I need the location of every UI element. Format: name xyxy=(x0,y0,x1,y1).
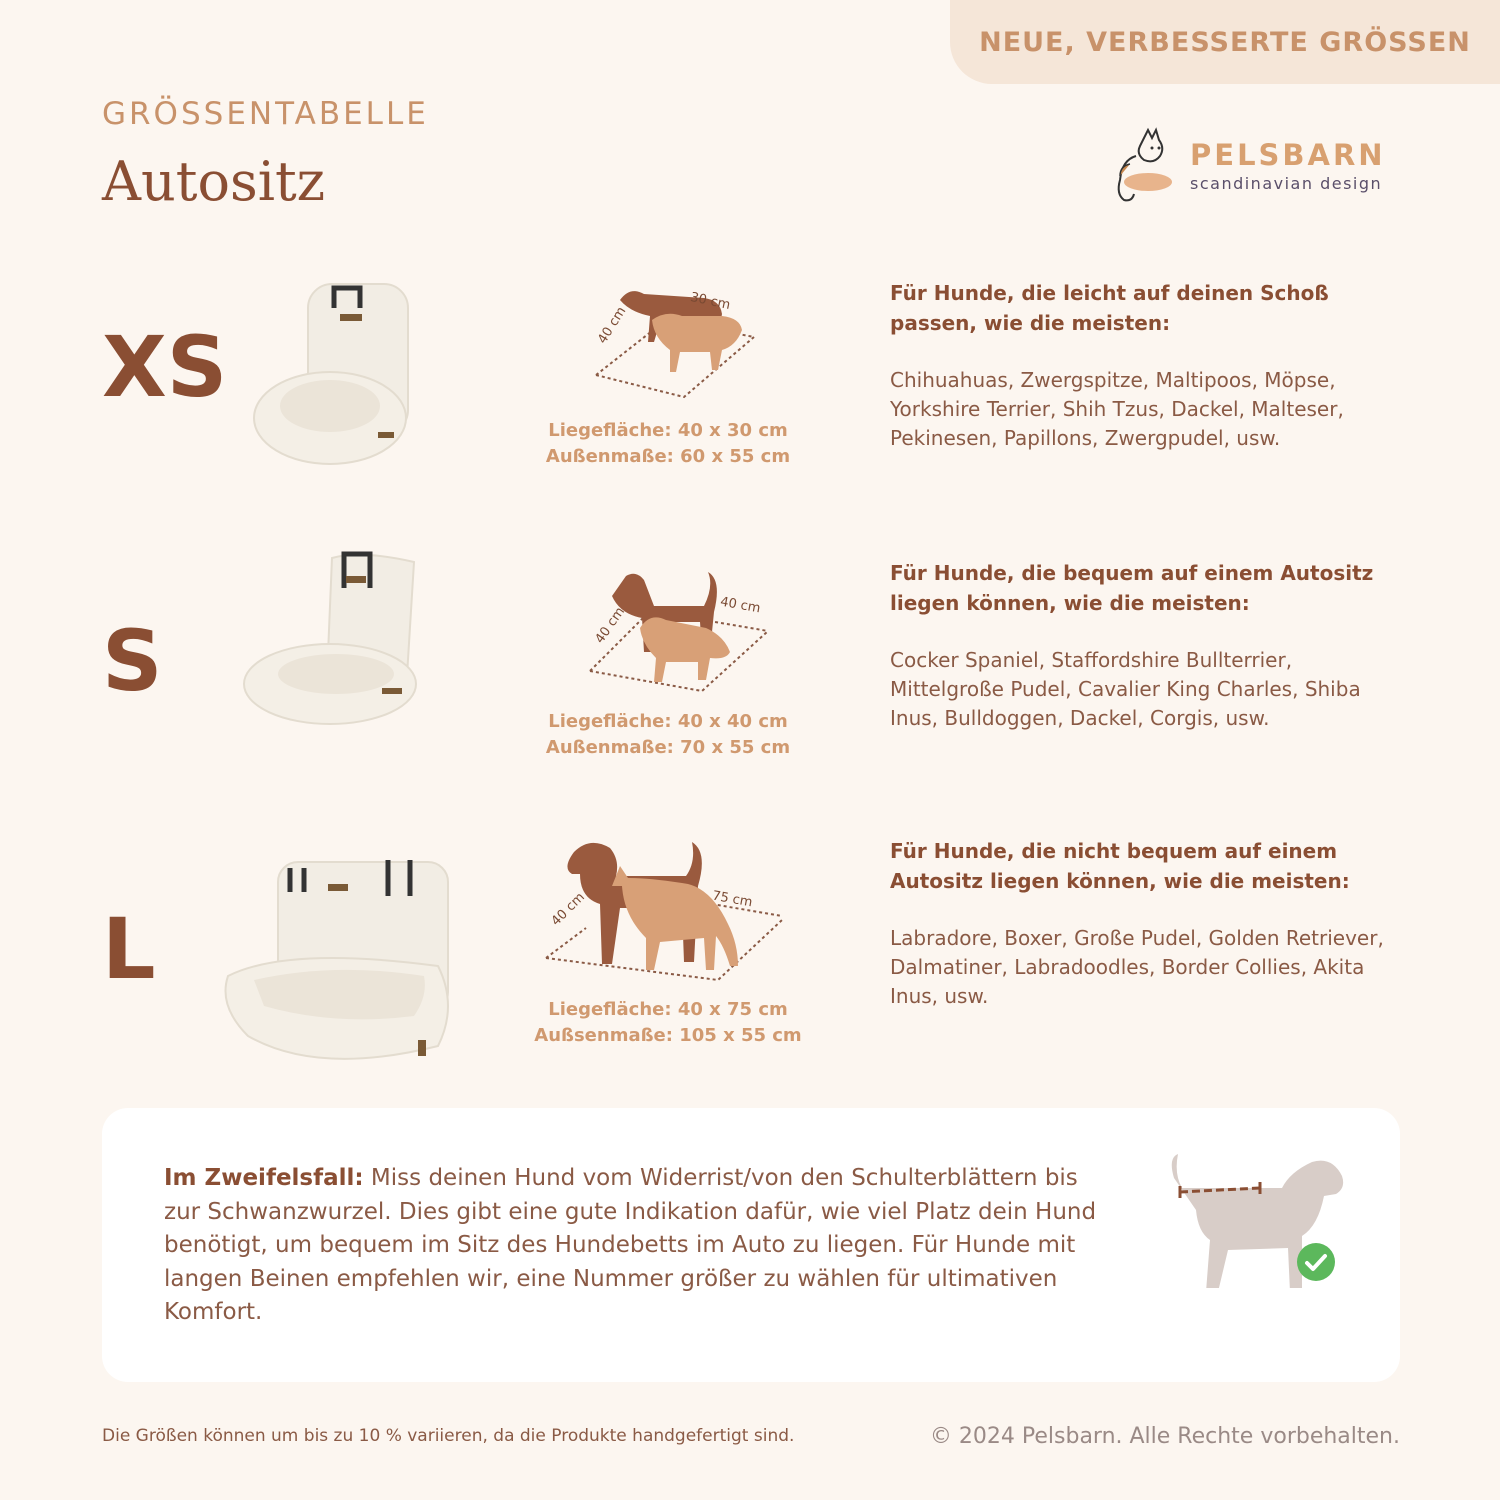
measurement-tip-text xyxy=(164,1162,1104,1330)
xs-description xyxy=(890,278,1410,453)
desc-heading: Für Hunde, die nicht bequem auf einem Autositz liegen können, wie die meisten: xyxy=(890,839,1350,893)
size-label: L xyxy=(102,900,156,998)
size-label: XS xyxy=(102,318,228,416)
seat-xs-image xyxy=(250,278,420,468)
desc-heading: Für Hunde, die leicht auf deinen Schoß passen, wie die meisten: xyxy=(890,281,1329,335)
xs-dim-depth: 40 cm xyxy=(595,304,630,347)
dog-measure-icon xyxy=(1152,1148,1372,1288)
size-disclaimer: Die Größen können um bis zu 10 % variieren, da die Produkte handgefertigt sind. xyxy=(102,1426,795,1446)
s-dogs-dimension-icon xyxy=(540,556,800,696)
size-row-s xyxy=(0,548,1500,778)
breed-list: Chihuahuas, Zwergspitze, Maltipoos, Möpse, Yorkshire Terrier, Shih Tzus, Dackel, Malteser, Pekinesen, Papillons, Zwergpudel, usw. xyxy=(890,368,1344,450)
checkmark-icon xyxy=(1296,1242,1336,1282)
l-dim-depth: 40 cm xyxy=(548,889,588,930)
s-dim-width: 40 cm xyxy=(719,594,762,617)
seat-s-image xyxy=(240,548,430,738)
aussenmasse-text: Außsenmaße: 105 x 55 cm xyxy=(534,1025,802,1046)
brand-logo xyxy=(1108,126,1408,210)
page-title: Autositz xyxy=(102,150,326,213)
breed-list: Cocker Spaniel, Staffordshire Bullterrier, Mittelgroße Pudel, Cavalier King Charles, Shiba Inus, Bulldoggen, Dackel, Corgis, usw. xyxy=(890,648,1361,730)
breed-list: Labradore, Boxer, Große Pudel, Golden Retriever, Dalmatiner, Labradoodles, Border Collies, Akita Inus, usw. xyxy=(890,926,1384,1008)
size-label: S xyxy=(102,612,163,710)
new-sizes-badge: NEUE, VERBESSERTE GRÖSSEN xyxy=(950,0,1500,84)
l-dim-width: 75 cm xyxy=(711,888,754,911)
liegeflaeche-text: Liegefläche: 40 x 40 cm xyxy=(548,711,788,732)
tip-lead: Im Zweifelsfall: xyxy=(164,1165,364,1191)
desc-heading: Für Hunde, die bequem auf einem Autositz liegen können, wie die meisten: xyxy=(890,561,1374,615)
s-dimensions xyxy=(528,709,808,761)
xs-dim-width: 30 cm xyxy=(688,289,732,314)
aussenmasse-text: Außenmaße: 70 x 55 cm xyxy=(545,737,791,758)
copyright-text: © 2024 Pelsbarn. Alle Rechte vorbehalten. xyxy=(929,1424,1400,1449)
liegeflaeche-text: Liegefläche: 40 x 30 cm xyxy=(548,420,788,441)
aussenmasse-text: Außenmaße: 60 x 55 cm xyxy=(545,446,791,467)
liegeflaeche-text: Liegefläche: 40 x 75 cm xyxy=(548,999,788,1020)
seat-l-image xyxy=(224,856,454,1086)
section-eyebrow: GRÖSSENTABELLE xyxy=(102,96,429,132)
measurement-tip-card xyxy=(102,1108,1400,1382)
s-description xyxy=(890,558,1410,733)
xs-dimensions xyxy=(528,418,808,470)
s-dim-depth: 40 cm xyxy=(592,604,629,647)
l-description xyxy=(890,836,1410,1011)
brand-tagline: scandinavian design xyxy=(1190,174,1383,193)
l-dimensions xyxy=(528,997,808,1049)
tip-body: Miss deinen Hund vom Widerrist/von den Schulterblättern bis zur Schwanzwurzel. Dies gibt eine gute Indikation dafür, wie viel Platz dein Hund benötigt, um bequem im Sitz des Hundebetts im Auto zu liegen. Für Hunde mit langen Beinen empfehlen wir, eine Nummer größer zu wählen für ultimativen Komfort. xyxy=(164,1165,1097,1325)
l-dogs-dimension-icon xyxy=(540,836,800,986)
size-row-xs xyxy=(0,278,1500,508)
size-row-l xyxy=(0,836,1500,1066)
brand-name: PELSBARN xyxy=(1190,138,1386,172)
xs-dogs-dimension-icon xyxy=(540,280,800,420)
cat-dog-logo-icon xyxy=(1108,126,1188,210)
